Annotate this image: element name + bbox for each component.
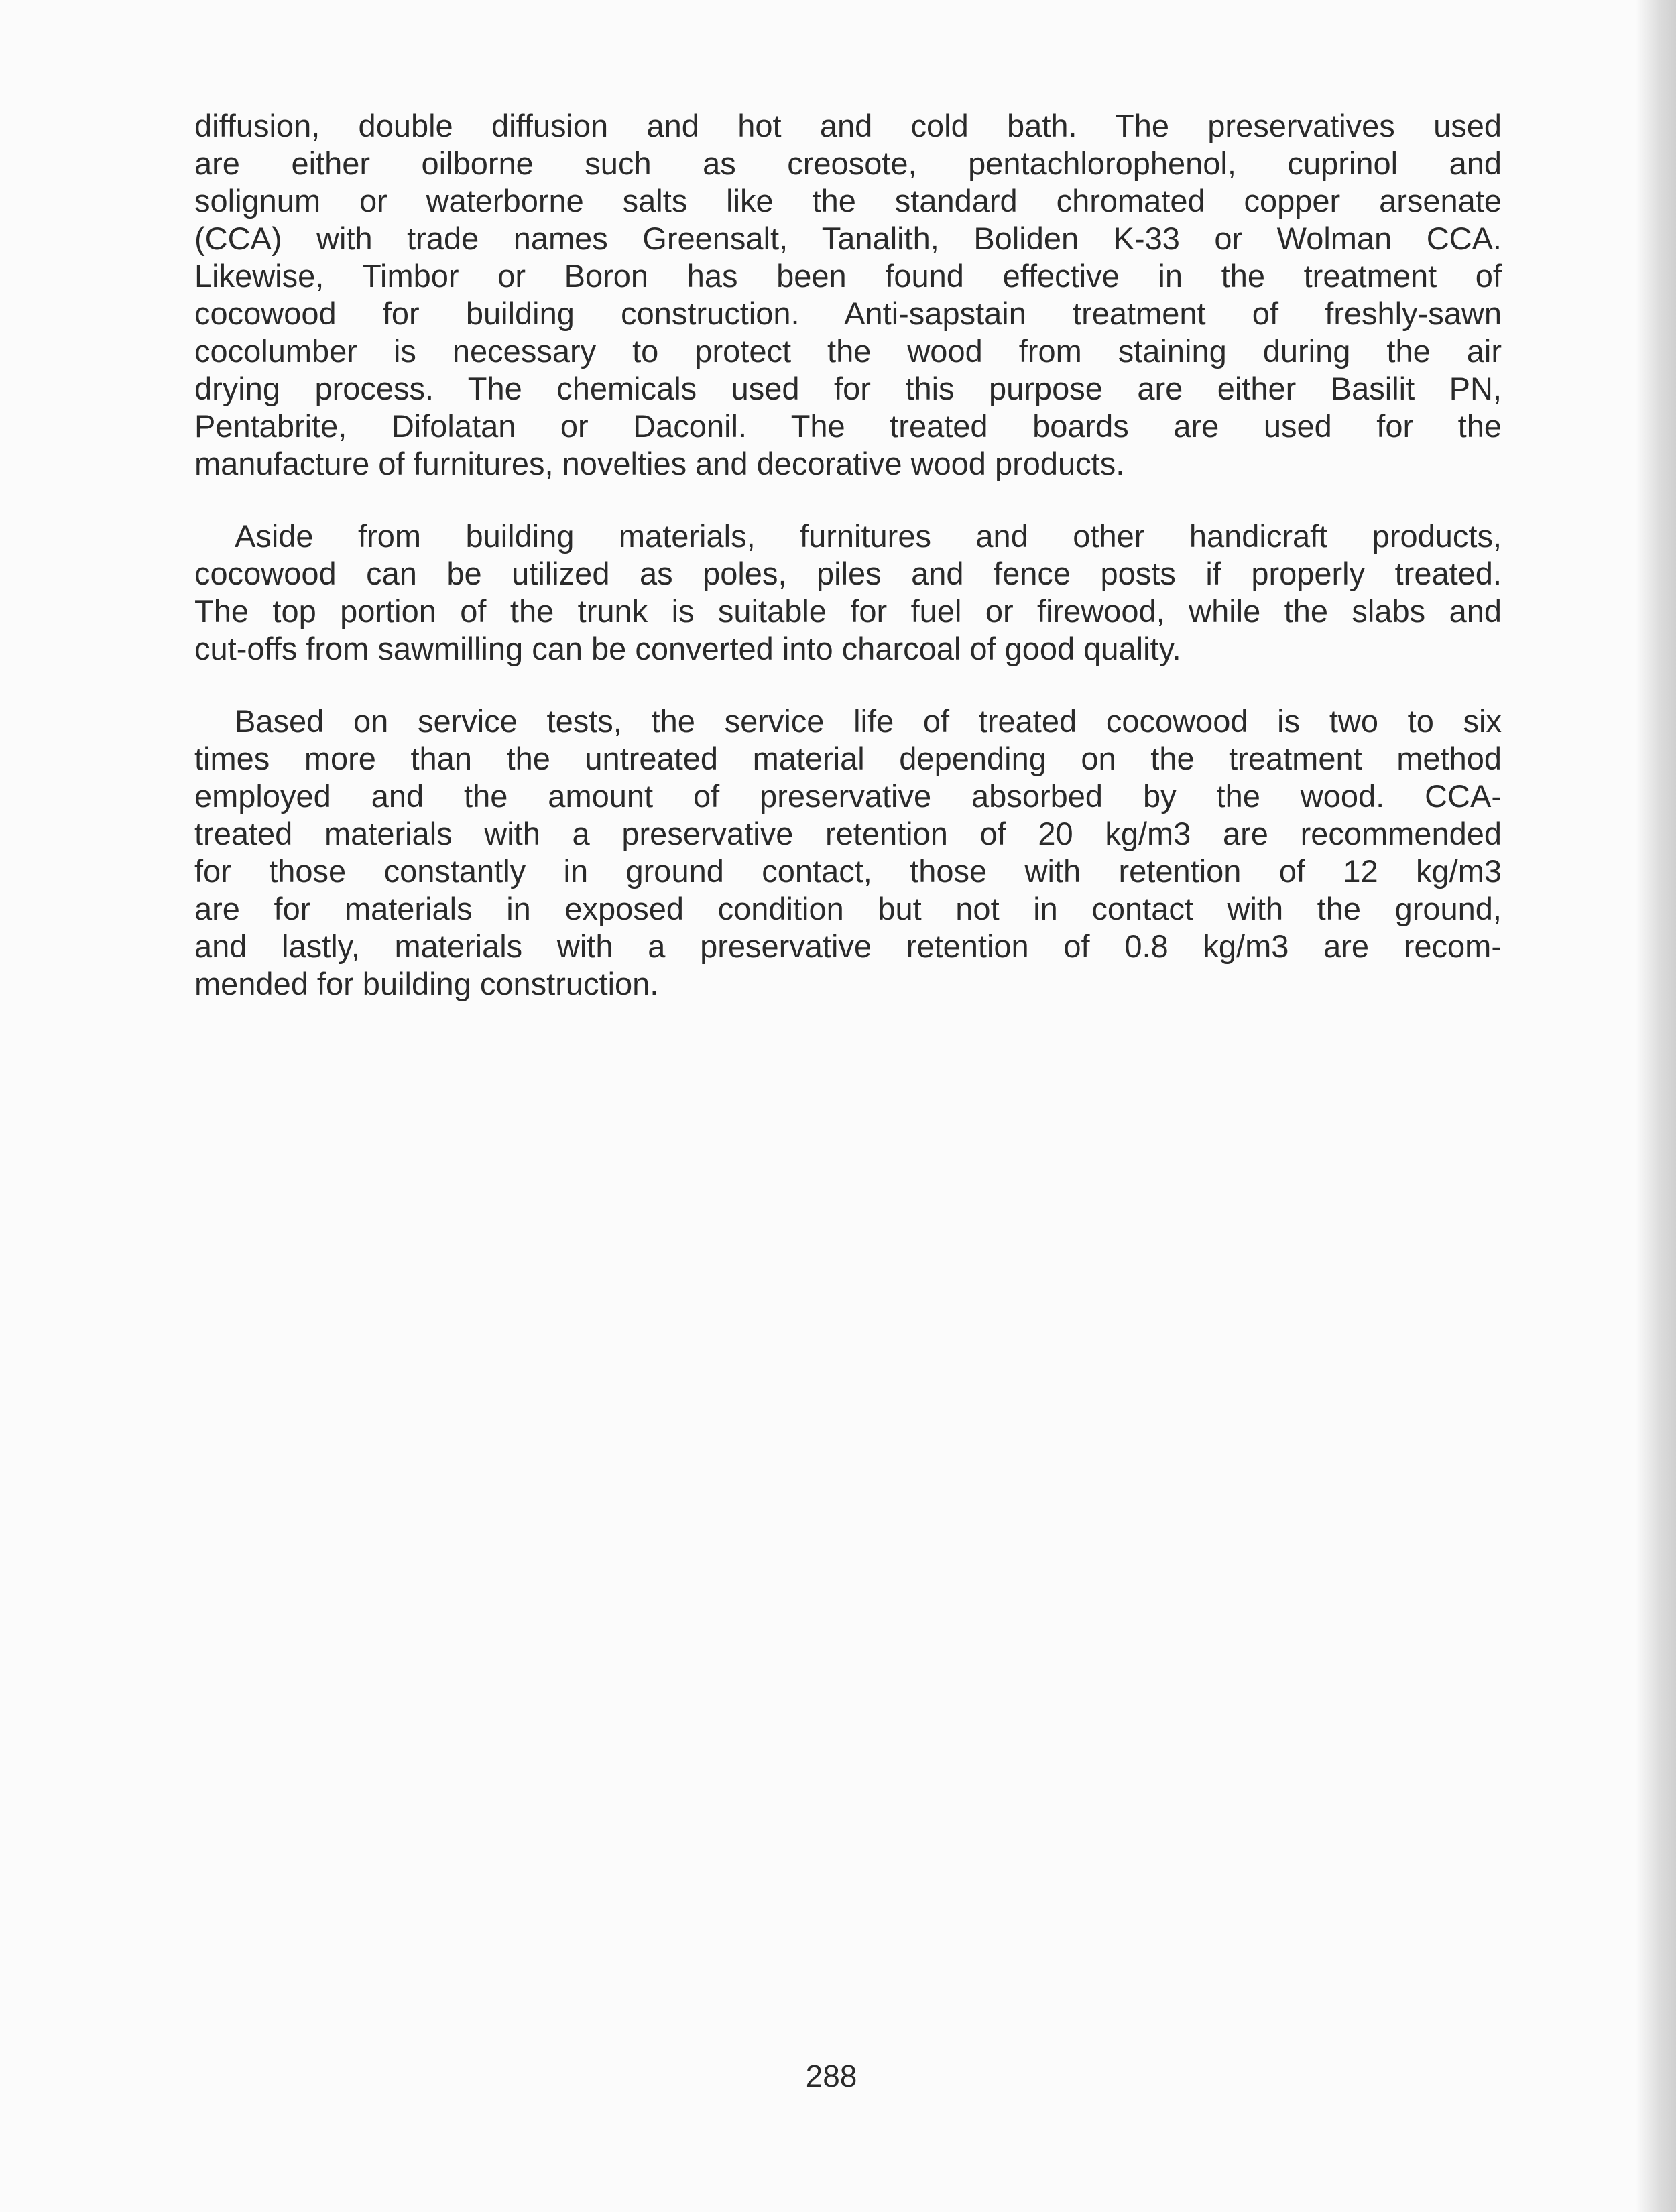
text-line: drying process. The chemicals used for this purpose are either Basilit PN, [194,371,1502,406]
text-line: Aside from building materials, furnitures and other handicraft products, [235,518,1502,554]
paragraph-2 [194,517,1502,668]
text-line: cut-offs from sawmilling can be converted into charcoal of good quality. [194,631,1181,666]
paragraph-1 [194,107,1502,483]
page-edge-shadow [1636,0,1676,2212]
text-line: and lastly, materials with a preservative retention of 0.8 kg/m3 are recom- [194,928,1502,964]
text-line: are either oilborne such as creosote, pentachlorophenol, cuprinol and [194,145,1502,181]
text-line: The top portion of the trunk is suitable for fuel or firewood, while the slabs and [194,593,1502,629]
text-line: for those constantly in ground contact, those with retention of 12 kg/m3 [194,853,1502,889]
text-line: cocowood can be utilized as poles, piles and fence posts if properly treated. [194,556,1502,591]
text-line: Likewise, Timbor or Boron has been found effective in the treatment of [194,258,1502,294]
text-line: diffusion, double diffusion and hot and cold bath. The preservatives used [194,108,1502,143]
text-line: cocolumber is necessary to protect the wood from staining during the air [194,333,1502,369]
text-line: Based on service tests, the service life of treated cocowood is two to six [235,703,1502,739]
text-line: are for materials in exposed condition but not in contact with the ground, [194,891,1502,926]
text-line: (CCA) with trade names Greensalt, Tanalith, Boliden K-33 or Wolman CCA. [194,221,1502,256]
text-line: times more than the untreated material depending on the treatment method [194,741,1502,776]
text-line: Pentabrite, Difolatan or Daconil. The treated boards are used for the [194,408,1502,444]
text-line: solignum or waterborne salts like the standard chromated copper arsenate [194,183,1502,219]
text-line: cocowood for building construction. Anti-sapstain treatment of freshly-sawn [194,296,1502,331]
text-line: manufacture of furnitures, novelties and decorative wood products. [194,446,1125,481]
paragraph-spacer [194,668,1502,702]
paragraph-spacer [194,483,1502,517]
paragraph-3 [194,702,1502,1003]
text-line: employed and the amount of preservative absorbed by the wood. CCA- [194,778,1502,814]
text-line: treated materials with a preservative retention of 20 kg/m3 are recommended [194,816,1502,851]
text-line: mended for building construction. [194,966,659,1001]
body-text [194,107,1502,1003]
page-number: 288 [805,2059,857,2093]
